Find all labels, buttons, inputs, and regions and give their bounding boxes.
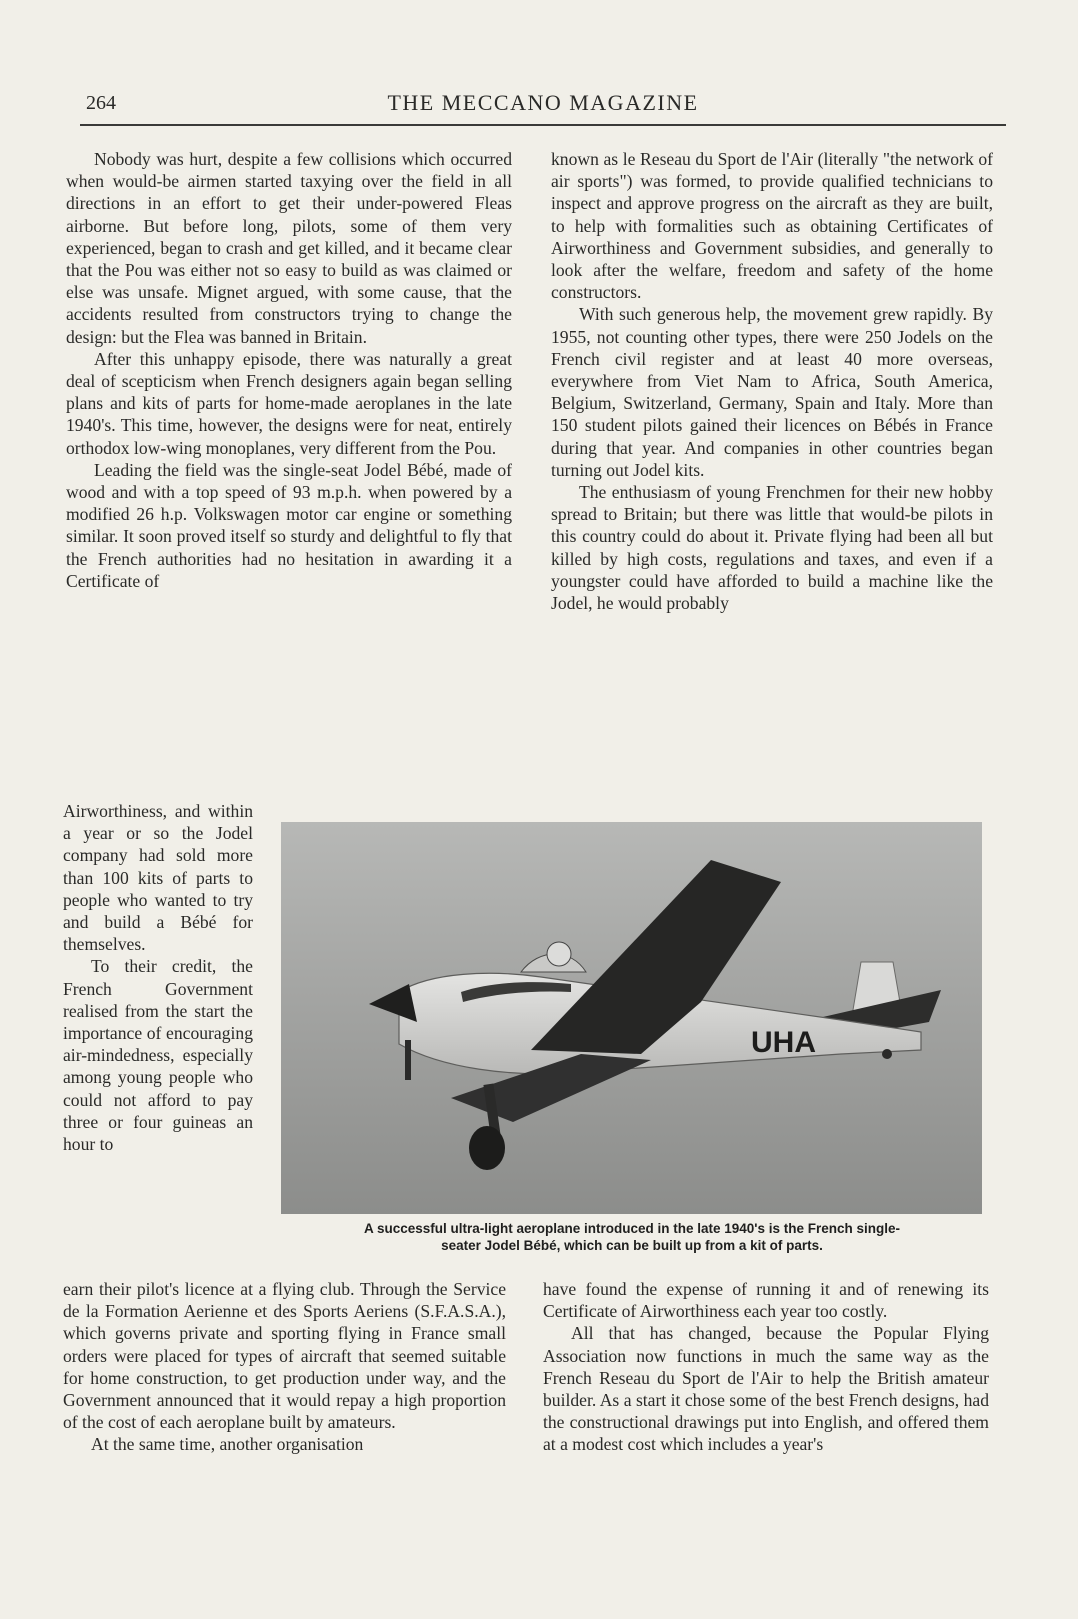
paragraph: known as le Reseau du Sport de l'Air (literally "the network of air sports") was formed, to provide qualified technicians to inspect and approve progress on the aircraft as they are built, to help with formalities such as obtaining Certificates of Airworthiness and Government subsidies, and generally to look after the welfare, freedom and safety of the home constructors. — [551, 149, 993, 303]
paragraph: Nobody was hurt, despite a few collisions which occurred when would-be airmen started taxying over the field in all directions in an effort to get their under-powered Fleas airborne. But before long, pilots, some of them very experienced, began to crash and get killed, and it became clear that the Pou was either not so easy to build as was claimed or else was unsafe. Mignet argued, with some cause, that the accidents resulted from constructors trying to change the design: but the Flea was banned in Britain. — [66, 149, 512, 347]
column-left-bottom — [63, 1278, 506, 1456]
page-number: 264 — [86, 92, 116, 114]
figure-caption — [282, 1220, 982, 1254]
paragraph: With such generous help, the movement grew rapidly. By 1955, not counting other types, there were 250 Jodels on the French civil register and at least 40 more overseas, everywhere from Viet Nam to Africa, South America, Belgium, Switzerland, Germany, Spain and Italy. More than 150 student pilots gained their licences on Bébés in France during that year. And companies in other countries began turning out Jodel kits. — [551, 304, 993, 480]
column-right-bottom — [543, 1278, 989, 1456]
column-narrow-wrap — [63, 800, 253, 1155]
paragraph: Airworthiness, and within a year or so the Jodel company had sold more than 100 kits of parts to people who wanted to try and build a Bébé for themselves. — [63, 801, 253, 955]
column-right-top — [551, 148, 993, 614]
paragraph: have found the expense of running it and of renewing its Certificate of Airworthiness each year too costly. — [543, 1279, 989, 1322]
paragraph: Leading the field was the single-seat Jodel Bébé, made of wood and with a top speed of 93 m.p.h. when powered by a modified 26 h.p. Volkswagen motor car engine or something similar. It soon proved itself so sturdy and delightful to fly that the French authorities had no hesitation in awarding it a Certificate of — [66, 459, 512, 591]
paragraph: To their credit, the French Government realised from the start the importance of encouraging air-mindedness, especially among young people who could not afford to pay three or four guineas an hour to — [63, 956, 253, 1155]
page-header — [80, 86, 1006, 126]
paragraph: earn their pilot's licence at a flying club. Through the Service de la Formation Aerienne et des Sports Aeriens (S.F.A.S.A.), which governs private and sporting flying in France small orders were placed for types of aircraft that seemed suitable for home construction, to get production under way, and the Government announced that it would repay a high proportion of the cost of each aeroplane built by amateurs. — [63, 1279, 506, 1433]
column-left-top — [66, 148, 512, 592]
registration-mark: UHA — [751, 1026, 816, 1059]
paragraph: At the same time, another organisation — [91, 1434, 364, 1455]
paragraph: All that has changed, because the Popular Flying Association now functions in much the same way as the French Reseau du Sport de l'Air to help the British amateur builder. As a start it chose some of the best French designs, had the constructional drawings put into English, and offered them at a modest cost which includes a year's — [543, 1323, 989, 1455]
paragraph: After this unhappy episode, there was naturally a great deal of scepticism when French designers again began selling plans and kits of parts for home-made aeroplanes in the late 1940's. This time, however, the designs were for neat, entirely orthodox low-wing monoplanes, very different from the Pou. — [66, 348, 512, 458]
magazine-title: THE MECCANO MAGAZINE — [387, 90, 699, 115]
jodel-bebe-illustration — [281, 822, 982, 1214]
paragraph: The enthusiasm of young Frenchmen for their new hobby spread to Britain; but there was little that would-be pilots in this country could do about it. Private flying had been all but killed by high costs, regulations and taxes, and even if a youngster could have afforded to build a machine like the Jodel, he would probably — [551, 482, 993, 614]
caption-line: seater Jodel Bébé, which can be built up from a kit of parts. — [441, 1238, 823, 1253]
caption-line: A successful ultra-light aeroplane introduced in the late 1940's is the French single- — [363, 1221, 901, 1236]
aircraft-photo — [281, 822, 982, 1214]
